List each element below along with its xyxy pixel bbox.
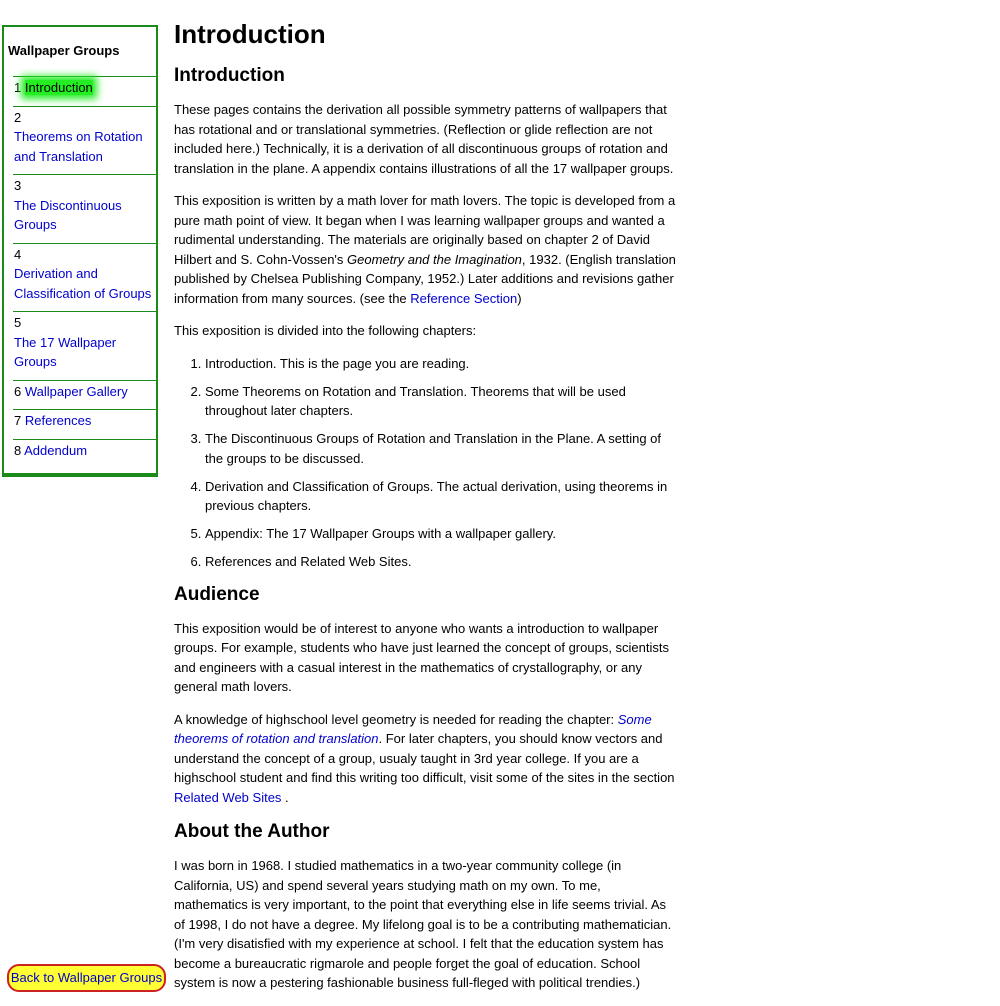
toc-item-17-groups	[13, 311, 156, 380]
toc-link-discontinuous-groups[interactable]: The Discontinuous Groups	[14, 197, 122, 232]
toc-link-references[interactable]: References	[24, 413, 92, 428]
toc-number: 5	[14, 315, 22, 330]
toc-number: 8	[14, 442, 22, 458]
text: A knowledge of highschool level geometry is needed for reading the chapter:	[174, 711, 618, 727]
chapter-list-item: 5. Appendix: The 17 Wallpaper Groups with a wallpaper gallery.	[205, 524, 676, 544]
toc-number: 1	[14, 80, 22, 95]
toc-item-derivation	[13, 243, 156, 312]
toc-number: 7	[14, 413, 22, 428]
chapter-list-item: 3. The Discontinuous Groups of Rotation and Translation in the Plane. A setting of the groups to be discussed.	[205, 429, 676, 468]
author-paragraph-1: I was born in 1968. I studied mathematics in a two-year community college (in California, US) and spend several years studying math on my own. To me, mathematics is very important, to the point that everything else in life seems trivial. As of 1998, I do not have a degree. My lifelong goal is to be a contributing mathematician. (I'm very disatisfied with my experience at school. I felt that the education system has become a bureaucratic rigmarole and people forget the goal of education. School system is now a pestering fashionable business full-fleged with political trendies.)	[174, 858, 672, 990]
toc-item-introduction	[13, 76, 156, 106]
toc-link-theorems[interactable]: Theorems on Rotation and Translation	[14, 129, 143, 164]
text: )	[517, 290, 522, 306]
toc-item-addendum	[13, 439, 156, 469]
chapter-list-item: 1. Introduction. This is the page you are reading.	[205, 354, 676, 374]
chapter-list-item: 6. References and Related Web Sites.	[205, 552, 676, 572]
sidebar-title: Wallpaper Groups	[8, 43, 120, 58]
toc-item-discontinuous-groups	[13, 174, 156, 243]
sidebar-toc	[2, 25, 158, 477]
page-title: Introduction	[174, 19, 326, 49]
reference-section-link[interactable]: Reference Section	[410, 290, 518, 306]
text: This exposition is written by a math lover for math lovers. The topic is developed from a pure math point of view. It began when I was learning wallpaper groups and wanted a rudimental understanding. The materials are originally based on chapter 2 of David Hilbert and S. Cohn-Vossen's	[174, 193, 676, 267]
chapter-list-item: 4. Derivation and Classification of Groups. The actual derivation, using theorems in previous chapters.	[205, 477, 676, 516]
book-title: Geometry and the Imagination	[347, 251, 522, 267]
section-heading-audience: Audience	[174, 583, 260, 605]
audience-paragraph-2	[174, 710, 676, 808]
toc-item-theorems	[13, 106, 156, 175]
link-text: Some theorems of rotation and translation	[174, 711, 652, 746]
toc-link-derivation[interactable]: Derivation and Classification of Groups	[14, 266, 152, 301]
toc-link-17-groups[interactable]: The 17 Wallpaper Groups	[14, 334, 117, 369]
back-to-wallpaper-groups-button[interactable]: Back to Wallpaper Groups	[7, 964, 166, 992]
toc-item-gallery	[13, 380, 156, 410]
intro-paragraph-1: These pages contains the derivation all possible symmetry patterns of wallpapers that has rotational and or translational symmetries. (Reflection or glide reflection are not included here.) Technically, it is a derivation of all discontinuous groups of rotation and translation in the plane. A appendix contains illustrations of all the 17 wallpaper groups.	[174, 102, 674, 176]
audience-paragraph-1: This exposition would be of interest to anyone who wants a introduction to wallpaper groups. For example, students who have just learned the concept of groups, scientists and engineers with a casual interest in the mathematics of crystallography, or any general math lovers.	[174, 620, 669, 694]
related-web-sites-link[interactable]: Related Web Sites	[174, 789, 282, 805]
text: .	[281, 789, 289, 805]
toc-number: 2	[14, 109, 22, 125]
section-heading-author: About the Author	[174, 821, 330, 842]
toc-link-addendum[interactable]: Addendum	[24, 442, 88, 458]
toc-number: 6	[14, 383, 22, 399]
toc-list	[4, 76, 156, 468]
text: . For later chapters, you should know vectors and understand the concept of a group, usualy taught in 3rd year college. If you are a highschool student and find this writing too difficult, visit some of the sites in the section	[174, 731, 675, 785]
chapter-list	[174, 354, 676, 572]
section-heading-introduction: Introduction	[174, 65, 285, 86]
main-content	[174, 14, 676, 1006]
intro-paragraph-2	[174, 191, 676, 308]
text: , 1932. (English translation published by Chelsea Publishing Company, 1952.) Later additions and revisions gather information from many sources. (see the	[174, 251, 676, 306]
intro-paragraph-3: This exposition is divided into the following chapters:	[174, 323, 477, 338]
toc-item-references	[13, 409, 156, 439]
toc-number: 4	[14, 246, 22, 262]
toc-link-introduction[interactable]: Introduction	[24, 80, 93, 95]
chapter-list-item: 2. Some Theorems on Rotation and Translation. Theorems that will be used throughout later chapters.	[205, 382, 676, 421]
toc-number: 3	[14, 178, 22, 193]
toc-link-gallery[interactable]: Wallpaper Gallery	[24, 383, 128, 399]
